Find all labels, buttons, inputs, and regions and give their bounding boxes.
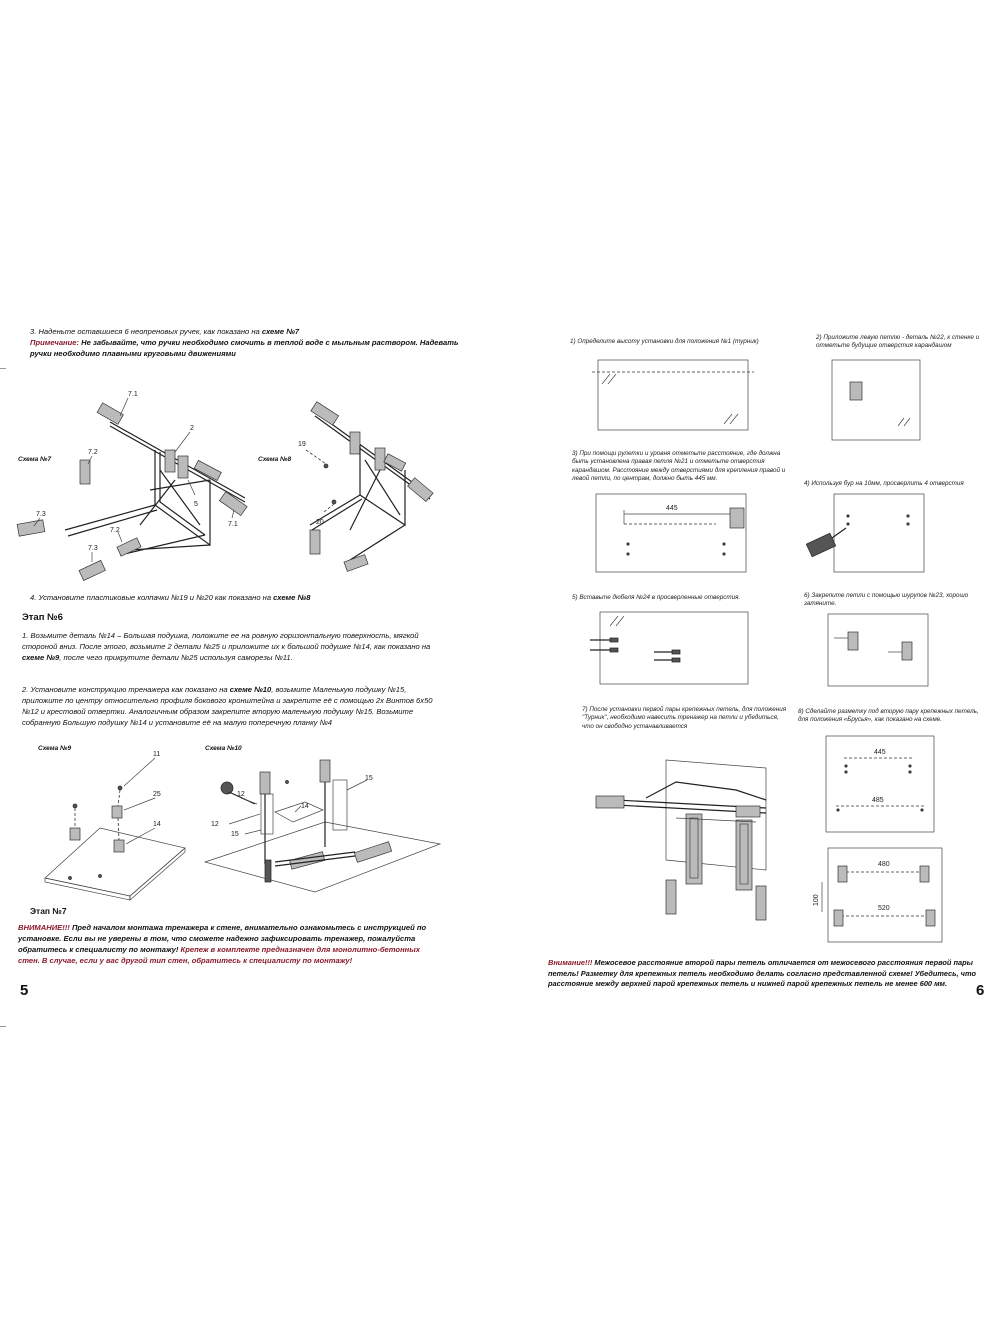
stage6-p1-text: 1. Возьмите деталь №14 – Большая подушка, положите ее на ровную горизонтальную поверхность, мягкой стороной вниз. После этого, возьмите 2 детали №25 и приложите их к большой подушке №14, как показано на	[22, 631, 431, 651]
scheme7-label: 7.3	[88, 545, 98, 552]
wall-panel-8a	[826, 736, 946, 842]
stage6-paragraph2	[22, 684, 440, 728]
wall-panel-2	[832, 360, 932, 450]
step5-text: 5) Вставьте дюбеля №24 в просверленные отверстия.	[572, 594, 741, 601]
scheme7-drawing	[10, 380, 280, 590]
note-label: Примечание:	[30, 338, 80, 347]
scheme9-label: 25	[153, 791, 161, 798]
scheme9-label: 11	[153, 751, 161, 758]
wall-panel-3	[596, 494, 766, 578]
scheme7-label: 5	[194, 501, 198, 508]
scheme7-label: 7.2	[110, 527, 120, 534]
scheme10-label: 15	[365, 775, 373, 782]
step1-text: 1) Определите высоту установки для положения №1 (турник)	[570, 338, 759, 345]
wall-panel-6	[828, 614, 938, 694]
scheme9-title: Схема №9	[38, 745, 72, 752]
scheme7-label: 7.2	[88, 449, 98, 456]
step2-text: 2) Приложите левую петлю - деталь №22, к стенке и отметьте будущие отверстия карандашом	[816, 334, 980, 350]
step3-text: 3) При помощи рулетки и уровня отметьте расстояние, где должна быть установлена правая петля №21 и отметьте отверстия карандашом. Расстояние между отверстиями для крепления правой и левой петли, по центрам, должно быть 445 мм.	[572, 450, 786, 483]
hand-icon	[221, 782, 233, 794]
page-5	[0, 0, 498, 1333]
attention-label: Внимание!!!	[548, 958, 593, 967]
wall-panel-5	[590, 612, 760, 692]
step4-text: 4) Используя бур на 10мм, просверлить 4 отверстия	[804, 480, 964, 487]
step7-text: 7) После установки первой пары крепежных петель, для положения "Турник", необходимо навесить тренажер на петли и убедиться, что он свободно устанавливается	[582, 706, 787, 730]
dim-100: 100	[813, 894, 820, 906]
stage6-p2-text: 2. Установите конструкцию тренажера как показано на	[22, 685, 230, 694]
step3-ref: схеме №7	[261, 327, 300, 336]
edge-mark	[0, 1026, 6, 1027]
scheme7-label: 7.3	[36, 511, 46, 518]
scheme8-label: 20	[316, 519, 324, 526]
warning-label: ВНИМАНИЕ!!!	[18, 923, 70, 932]
dim-520: 520	[878, 905, 890, 912]
warning-red-text: Крепеж в комплекте предназначен для монолитно-бетонных стен. В случае, если у вас другой тип стен, обратитесь к специалисту по монтажу!	[18, 945, 420, 965]
step8-text: 8) Сделайте разметку под вторую пару крепежных петель, для положения «Брусья», как показано на схеме.	[798, 708, 979, 724]
scheme9-drawing	[40, 748, 190, 898]
scheme7-label: 7.1	[228, 521, 238, 528]
warning-text: Пред началом монтажа тренажера к стене, внимательно ознакомьтесь с инструкцией по установке. Если вы не уверены в том, что сможете надежно зафиксировать тренажер, пожалуйста обратитесь к специалисту по монтажу!	[18, 923, 427, 954]
scheme7-label: 7.1	[128, 391, 138, 398]
stage6-title: Этап №6	[22, 612, 63, 623]
dim-480: 480	[878, 861, 890, 868]
attention-paragraph	[548, 958, 978, 990]
page-number: 5	[20, 982, 29, 999]
hand-icon	[730, 508, 744, 528]
hand-icon	[850, 382, 862, 400]
scheme8-label: 19	[298, 441, 306, 448]
scheme10-label: 12	[237, 791, 245, 798]
drill-icon	[806, 533, 835, 557]
wall-panel-4	[808, 494, 928, 578]
page-number: 6	[976, 982, 985, 999]
page-6	[540, 0, 1000, 1333]
step6-text: 6) Закрепите петли с помощью шурупов №23, хорошо затяните.	[804, 592, 969, 608]
wall-panel-8b	[813, 848, 956, 948]
warning-paragraph	[18, 922, 440, 966]
step3-paragraph	[30, 326, 470, 359]
scheme8-drawing	[290, 400, 450, 590]
step4-paragraph	[30, 592, 470, 603]
scheme10-drawing	[205, 752, 445, 902]
stage6-p2-end: , возьмите Маленькую подушку №15, приложите по центру относительно профиля бокового кронштейна и закрепите её с помощью 2х Винтов 6х50 №12 и крестовой отвертки. Аналогичным образом закрепите вторую маленькую подушку №15. Возьмите собранную Большую подушку №14 и установите её на малую поперечную планку №4	[22, 685, 433, 727]
note-text: Не забывайте, что ручки необходимо смочить в теплой воде с мыльным раствором. Надевать ручки необходимо плавными круговыми движениями	[30, 338, 459, 358]
scheme8-title: Схема №8	[258, 456, 292, 463]
dim-445-b: 445	[874, 749, 886, 756]
stage6-p2-ref: схеме №10	[229, 685, 272, 694]
scheme7-title: Схема №7	[18, 456, 52, 463]
scheme10-label: 15	[231, 831, 239, 838]
step3-text: 3. Наденьте оставшиеся 6 неопреновых ручек, как показано на	[30, 327, 262, 336]
edge-mark	[0, 368, 6, 369]
stage6-paragraph1	[22, 630, 440, 663]
trainer-on-wall	[596, 760, 786, 920]
stage7-title: Этап №7	[30, 906, 67, 916]
dim-485: 485	[872, 797, 884, 804]
step4-text: 4. Установите пластиковые колпачки №19 и №20 как показано на	[30, 593, 274, 602]
dim-445: 445	[666, 505, 678, 512]
grip-icon	[97, 403, 247, 516]
stage6-p1-end: , после чего прикрутите детали №25 используя саморезы №11.	[59, 653, 293, 662]
scheme9-label: 14	[153, 821, 161, 828]
wall-panel-1	[598, 360, 768, 440]
scheme10-label: 14	[301, 803, 309, 810]
scheme10-label: 12	[211, 821, 219, 828]
stage6-p1-ref: схеме №9	[22, 653, 60, 662]
attention-text: Межосевое расстояние второй пары петель отличается от межосевого расстояния первой пары петель! Разметку для крепежных петель необходимо делать согласно представленной схеме! Убедитесь, что расстояние между верхней парой крепежных петель и нижней парой крепежных петель не менее 600 мм.	[548, 958, 976, 988]
scheme7-label: 2	[190, 425, 194, 432]
scheme10-title: Схема №10	[205, 745, 242, 752]
step4-ref: схеме №8	[273, 593, 311, 602]
